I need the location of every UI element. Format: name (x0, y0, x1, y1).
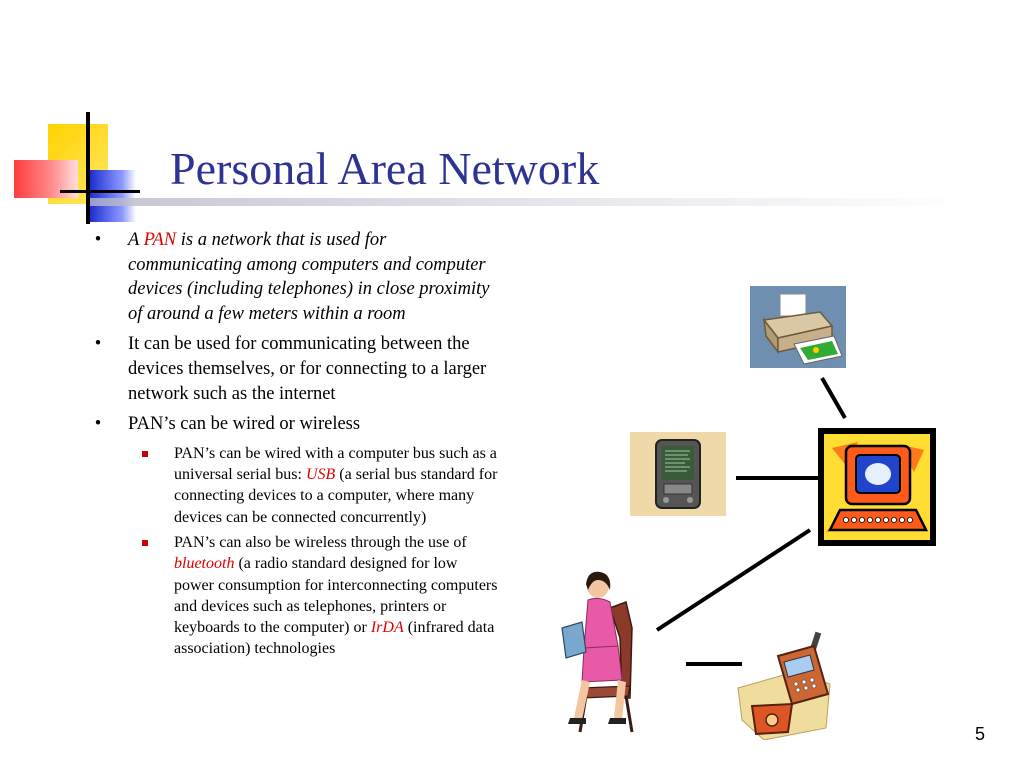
bullet-text: is a network that is used for communicating among computers and computer devices (including telephones) in close proximity of around a few meters within a room (128, 230, 490, 324)
pan-term: PAN (143, 230, 177, 250)
slide-title: Personal Area Network (170, 143, 600, 194)
sub-bullet-marker (142, 540, 148, 546)
sub-bullet-text: (a serial bus standard for connecting devices to a computer, where many devices can be connected concurrently) (174, 466, 498, 526)
bluetooth-term: bluetooth (174, 555, 235, 573)
bullet-marker: • (94, 230, 102, 250)
woman-computer-link (657, 530, 810, 630)
sub-bullet-item (88, 443, 498, 528)
title-decoration-vertical-line (86, 112, 90, 224)
title-decoration-horizontal-line (60, 190, 140, 193)
mobile-phone-icon (734, 628, 834, 740)
sub-bullet-text: PAN’s can also be wireless through the use of (174, 533, 467, 551)
woman-with-laptop-icon (552, 568, 644, 736)
bullet-item (88, 412, 498, 437)
printer-icon (750, 286, 846, 368)
bullet-item (88, 332, 498, 406)
page-number: 5 (975, 724, 986, 744)
bullet-text: PAN’s can be wired or wireless (128, 414, 361, 435)
bullet-marker: • (94, 334, 102, 355)
computer-icon (818, 428, 936, 546)
pda-icon (630, 432, 726, 516)
sub-bullet-marker (142, 451, 148, 457)
sub-bullet-text: (infrared data association) technologies (174, 619, 495, 658)
irda-term: IrDA (370, 619, 404, 637)
sub-bullet-text: (a radio standard designed for low power consumption for interconnecting computers and devices such as telephones, printers or keyboards to the computer) or (174, 555, 498, 637)
title-underline-rule (90, 198, 970, 206)
bullet-marker: • (94, 414, 102, 435)
sub-bullet-text: PAN’s can be wired with a computer bus such as a universal serial bus: (174, 444, 497, 484)
printer-computer-link (822, 378, 845, 418)
usb-term: USB (305, 466, 336, 484)
bullet-item (88, 228, 498, 326)
slide-body (88, 228, 498, 664)
title-decoration-blue-square (90, 170, 136, 222)
bullet-text: It can be used for communicating between the devices themselves, or for connecting to a larger network such as the internet (128, 334, 487, 404)
sub-bullet-item (88, 532, 498, 660)
bullet-text: A (128, 230, 144, 250)
